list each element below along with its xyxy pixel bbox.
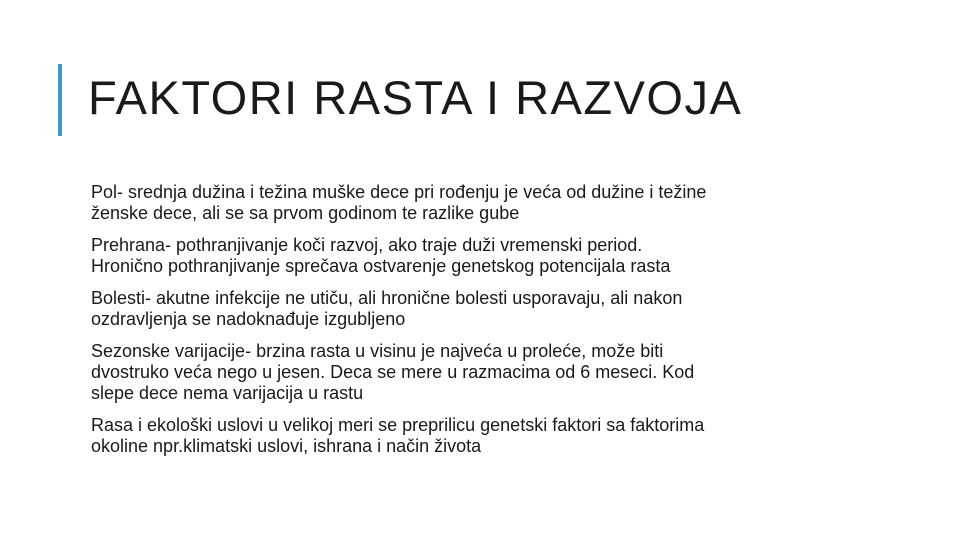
paragraph-line: Sezonske varijacije- brzina rasta u visinu je najveća u proleće, može biti [91,341,664,361]
paragraph-line: Hronično pothranjivanje sprečava ostvarenje genetskog potencijala rasta [91,256,671,276]
paragraph-bolesti [91,288,891,330]
paragraph-sezonske-varijacije [91,341,891,404]
paragraph-pol [91,182,891,224]
paragraph-line: Bolesti- akutne infekcije ne utiču, ali hronične bolesti usporavaju, ali nakon [91,288,683,308]
paragraph-rasa [91,415,891,457]
paragraph-line: ženske dece, ali se sa prvom godinom te razlike gube [91,203,520,223]
paragraph-line: dvostruko veća nego u jesen. Deca se mere u razmacima od 6 meseci. Kod [91,362,695,382]
paragraph-line: Prehrana- pothranjivanje koči razvoj, ako traje duži vremenski period. [91,235,643,255]
title-accent-bar [58,64,62,136]
paragraph-line: okoline npr.klimatski uslovi, ishrana i način života [91,436,482,456]
paragraph-prehrana [91,235,891,277]
paragraph-line: Pol- srednja dužina i težina muške dece pri rođenju je veća od dužine i težine [91,182,707,202]
paragraph-line: ozdravljenja se nadoknađuje izgubljeno [91,309,406,329]
paragraph-line: slepe dece nema varijacija u rastu [91,383,364,403]
paragraph-line: Rasa i ekološki uslovi u velikoj meri se preprilicu genetski faktori sa faktorima [91,415,705,435]
slide-title: FAKTORI RASTA I RAZVOJA [88,71,743,124]
slide-body [91,182,891,468]
